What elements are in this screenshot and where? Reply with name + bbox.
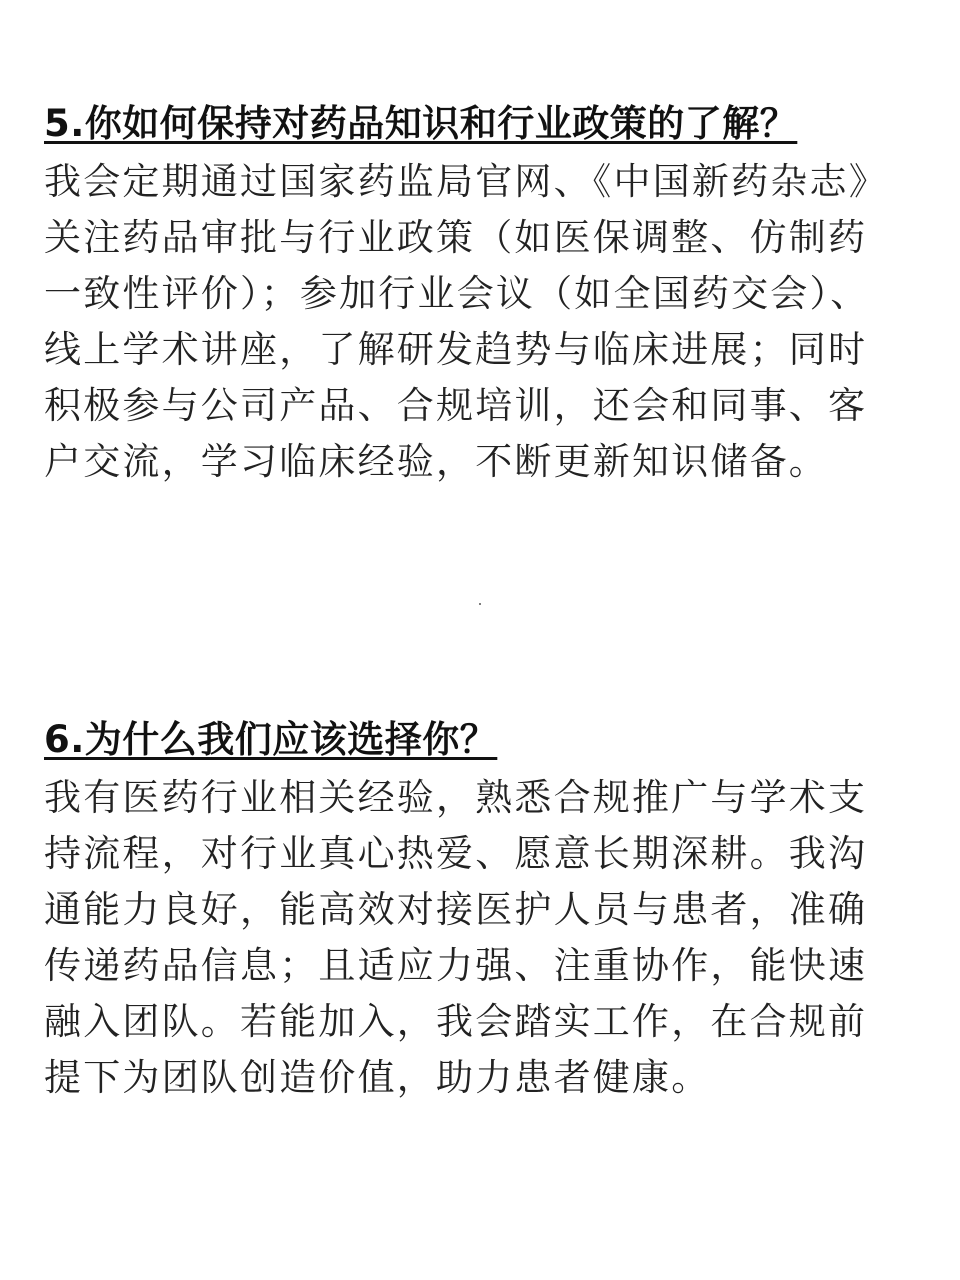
question-text: 6.为什么我们应该选择你？	[44, 718, 498, 761]
question-heading	[44, 98, 894, 150]
answer-paragraph: 我会定期通过国家药监局官网、《中国新药杂志》关注药品审批与行业政策（如医保调整、仿制药一致性评价）；参加行业会议（如全国药交会）、线上学术讲座，了解研发趋势与临床进展；同时积极参与公司产品、合规培训，还会和同事、客户交流，学习临床经验，不断更新知识储备。	[44, 160, 888, 483]
answer-paragraph: 我有医药行业相关经验，熟悉合规推广与学术支持流程，对行业真心热爱、愿意长期深耕。我沟通能力良好，能高效对接医护人员与患者，准确传递药品信息；且适应力强、注重协作，能快速融入团队。若能加入，我会踏实工作，在合规前提下为团队创造价值，助力患者健康。	[44, 776, 868, 1099]
qa-section-5	[44, 98, 894, 490]
question-heading	[44, 714, 894, 766]
qa-section-6	[44, 714, 894, 1106]
stray-dot	[479, 603, 481, 605]
question-text: 5.你如何保持对药品知识和行业政策的了解？	[44, 102, 798, 145]
